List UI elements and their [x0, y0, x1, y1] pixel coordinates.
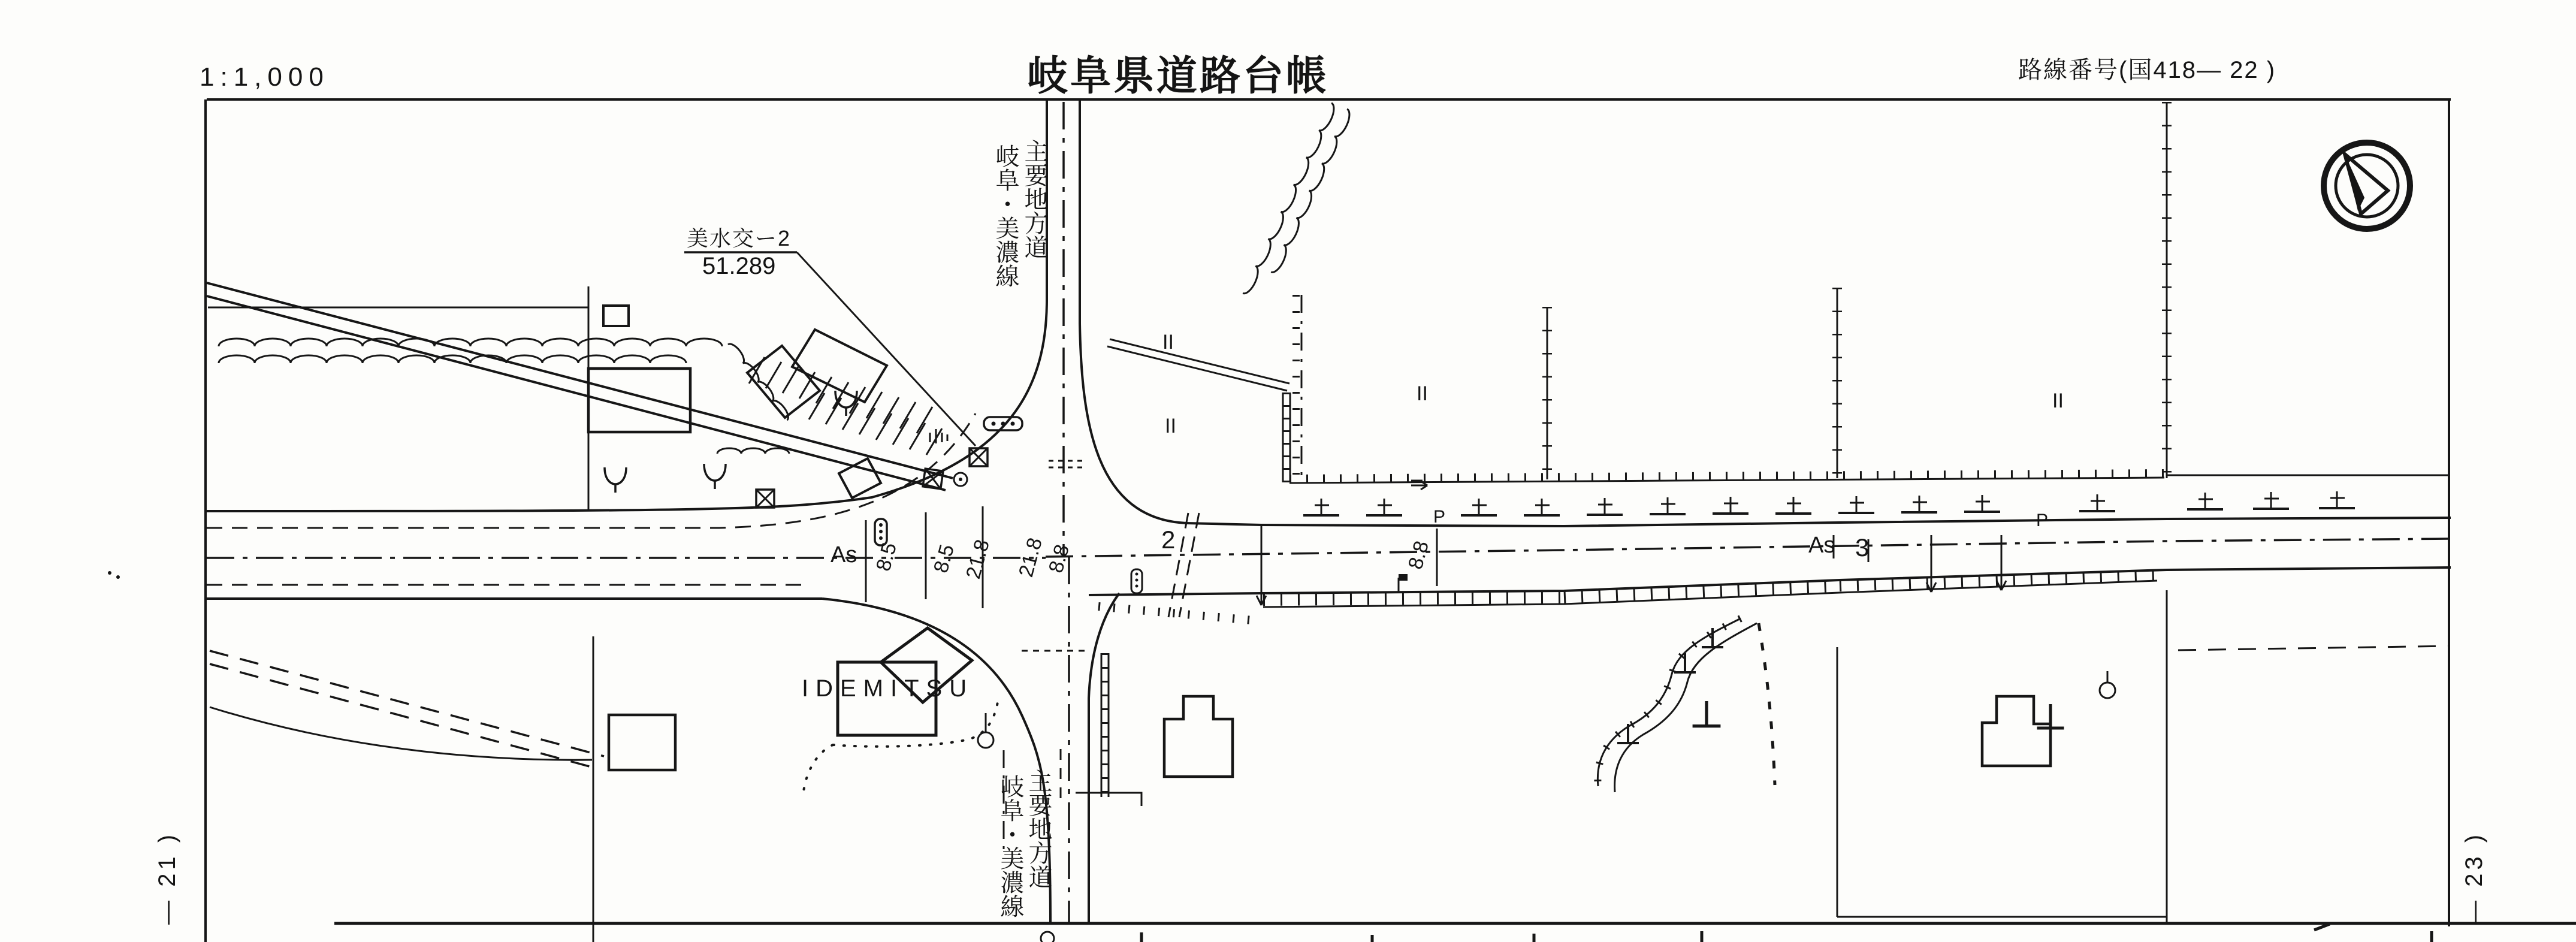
dim-21-8-b: 21.8 [1014, 535, 1047, 580]
idemitsu-label: IDEMITSU [802, 675, 974, 702]
pref-road-label-top-1: 主要地方道 [1021, 139, 1047, 259]
pavement-label-as-left: As [831, 542, 857, 567]
route-number: 路線番号(国418— 22 ) [2018, 57, 2276, 83]
page-title: 岐阜県道路台帳 [1027, 53, 1330, 99]
pref-road-label-bottom-2: 岐阜・美濃線 [997, 774, 1023, 918]
field-mark-ii-4: II [2052, 390, 2064, 412]
utility-pole-icon [954, 473, 967, 486]
map-scale: 1:1,000 [200, 62, 330, 92]
dim-8-5-a: 8.5 [872, 540, 901, 574]
pref-road-label-bottom-1: 主要地方道 [1025, 769, 1052, 889]
benchmark-value: 51.289 [702, 253, 776, 279]
north-arrow-icon [2324, 143, 2410, 229]
flag-marker-icon [1399, 574, 1408, 593]
pole-line-label-p2: P [2036, 511, 2049, 530]
station-label-2: 2 [1161, 526, 1176, 554]
dim-8-8-a: 8.8 [1044, 542, 1074, 576]
pole-line-label-p1: P [1433, 507, 1446, 527]
dim-8-8-b: 8.8 [1404, 538, 1433, 572]
utility-pole-icon [2100, 671, 2115, 698]
pref-road-label-top-2: 岐阜・美濃線 [992, 144, 1019, 288]
station-label-3: 3 [1855, 533, 1870, 561]
field-boundaries [108, 102, 2450, 942]
walls-and-fences [1076, 393, 2450, 806]
sheet-frame [206, 99, 2576, 942]
field-mark-ii-3: II [1417, 382, 1428, 405]
field-mark-ii-2: II [1165, 415, 1176, 437]
sheet-number-right: — 23 ) [2461, 831, 2487, 925]
utility-pole-icon [978, 713, 993, 748]
clipped-bottom-marks [1041, 924, 2432, 942]
signal-icon [1131, 569, 1142, 593]
pavement-label-as-right: As [1808, 533, 1835, 558]
field-mark-ii-1: II [1162, 331, 1174, 354]
dim-8-5-b: 8.5 [929, 542, 959, 576]
benchmark-name: 美水交ー2 [687, 226, 792, 250]
dim-21-8-a: 21.8 [962, 537, 994, 582]
sheet-number-left: — 21 ) [154, 831, 180, 925]
